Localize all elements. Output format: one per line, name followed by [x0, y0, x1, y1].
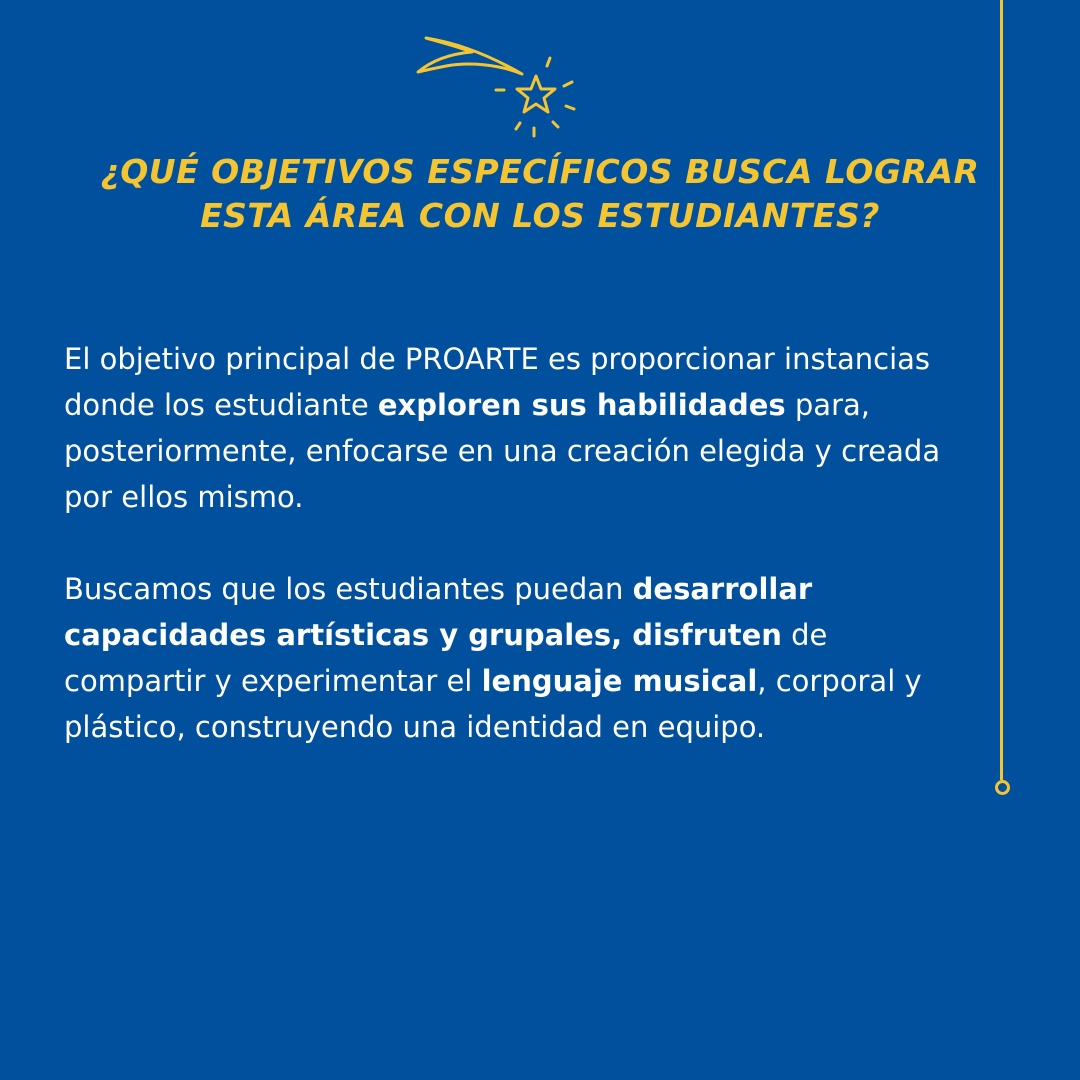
paragraph-2-text-3: , corporal y plástico, construyendo una identidad en equipo.	[64, 664, 922, 744]
paragraph-1	[64, 336, 964, 520]
paragraph-2-bold-1: desarrollar capacidades artísticas y grupales, disfruten	[64, 572, 813, 652]
paragraph-2	[64, 566, 964, 750]
body-content	[64, 336, 964, 750]
paragraph-1-text-2: para, posteriormente, enfocarse en una creación elegida y creada por ellos mismo.	[64, 388, 941, 514]
vertical-line	[1000, 0, 1003, 780]
paragraph-2-text-2: de compartir y experimentar el	[64, 618, 828, 698]
page-title-line-2: ESTA ÁREA CON LOS ESTUDIANTES?	[200, 196, 880, 235]
paragraph-2-text-1: Buscamos que los estudiantes puedan	[64, 572, 633, 606]
paragraph-1-text-1: El objetivo principal de PROARTE es proporcionar instancias donde los estudiante	[64, 342, 931, 422]
page-title	[60, 150, 1020, 238]
shooting-star-icon	[410, 28, 590, 148]
line-end-circle	[995, 780, 1010, 795]
page-title-line-1: ¿QUÉ OBJETIVOS ESPECÍFICOS BUSCA LOGRAR	[100, 152, 980, 191]
paragraph-2-bold-2: lenguaje musical	[481, 664, 758, 698]
paragraph-1-bold-1: exploren sus habilidades	[377, 388, 786, 422]
